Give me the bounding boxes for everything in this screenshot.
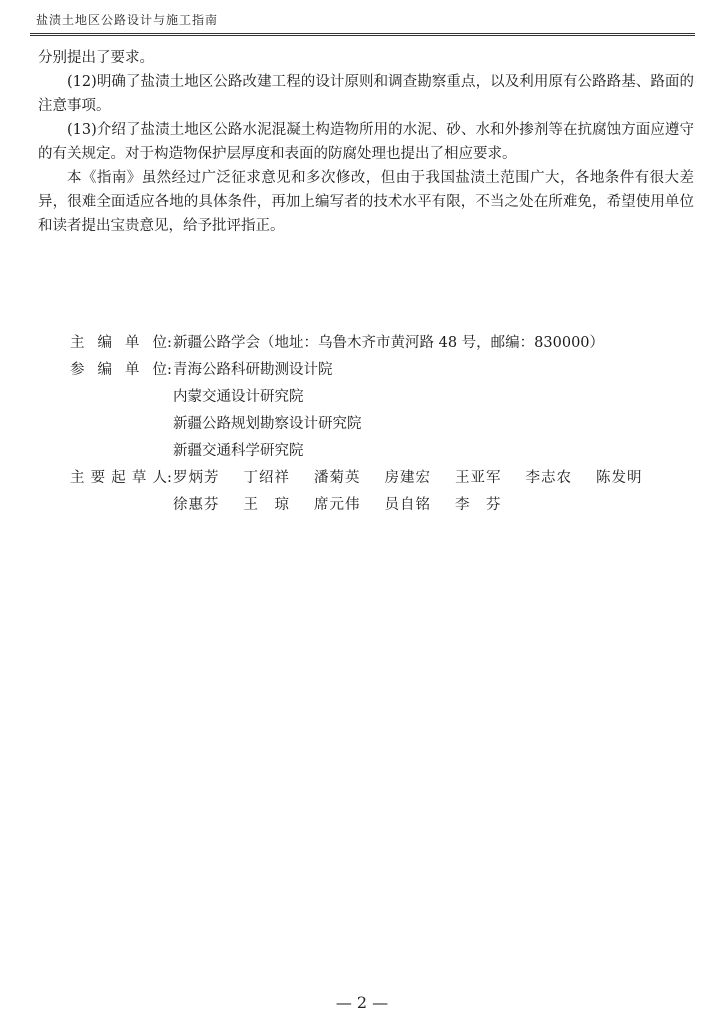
- drafters-row: [70, 465, 690, 519]
- chief-editor-value: 新疆公路学会（地址：乌鲁木齐市黄河路 48 号，邮编：830000）: [173, 335, 605, 351]
- drafter-name: 徐惠芬: [173, 497, 220, 513]
- drafter-name: 房建宏: [384, 470, 431, 486]
- drafter-name: 席元伟: [314, 497, 361, 513]
- participating-unit: 新疆交通科学研究院: [173, 443, 304, 459]
- running-header-title: 盐渍土地区公路设计与施工指南: [36, 13, 219, 27]
- header-rule: [30, 33, 695, 34]
- drafter-name: 陈发明: [596, 470, 643, 486]
- drafters-list: [173, 465, 690, 519]
- participating-units: [173, 357, 690, 465]
- drafter-name: 丁绍祥: [243, 470, 290, 486]
- drafters-line-1: [173, 465, 690, 492]
- drafters-line-2: [173, 492, 690, 519]
- participating-unit: 新疆公路规划勘察设计研究院: [173, 416, 362, 432]
- drafter-name: 李志农: [525, 470, 572, 486]
- drafter-name: 王 琼: [243, 497, 290, 513]
- paragraph-item-12: (12)明确了盐渍土地区公路改建工程的设计原则和调查勘察重点，以及利用原有公路路基、路面的注意事项。: [38, 74, 694, 114]
- drafter-name: 王亚军: [455, 470, 502, 486]
- header-rule-thin: [30, 35, 695, 36]
- drafter-name: 员自铭: [384, 497, 431, 513]
- label-colon: :: [167, 335, 172, 351]
- participating-unit: 内蒙交通设计研究院: [173, 389, 304, 405]
- participating-row: [70, 357, 690, 465]
- paragraph-closing: 本《指南》虽然经过广泛征求意见和多次修改，但由于我国盐渍土范围广大，各地条件有很大差异，很难全面适应各地的具体条件，再加上编写者的技术水平有限，不当之处在所难免，希望使用单位和读者提出宝贵意见，给予批评指正。: [38, 170, 694, 234]
- paragraph-continuation: 分别提出了要求。: [38, 50, 154, 66]
- chief-editor-label: 主编单位: [70, 335, 167, 351]
- drafter-name: 李 芬: [455, 497, 502, 513]
- label-colon: :: [167, 362, 172, 378]
- label-colon: :: [167, 470, 172, 486]
- page-number: — 2 —: [335, 993, 389, 1012]
- participating-label: 参编单位: [70, 362, 167, 378]
- credits-block: [70, 330, 690, 519]
- drafters-label: 主要起草人: [70, 470, 167, 486]
- participating-unit: 青海公路科研勘测设计院: [173, 362, 333, 378]
- paragraph-item-13: (13)介绍了盐渍土地区公路水泥混凝土构造物所用的水泥、砂、水和外掺剂等在抗腐蚀方面应遵守的有关规定。对于构造物保护层厚度和表面的防腐处理也提出了相应要求。: [38, 122, 694, 162]
- chief-editor-row: [70, 330, 690, 357]
- drafter-name: 罗炳芳: [173, 470, 220, 486]
- drafter-name: 潘菊英: [314, 470, 361, 486]
- body-text: [38, 46, 694, 238]
